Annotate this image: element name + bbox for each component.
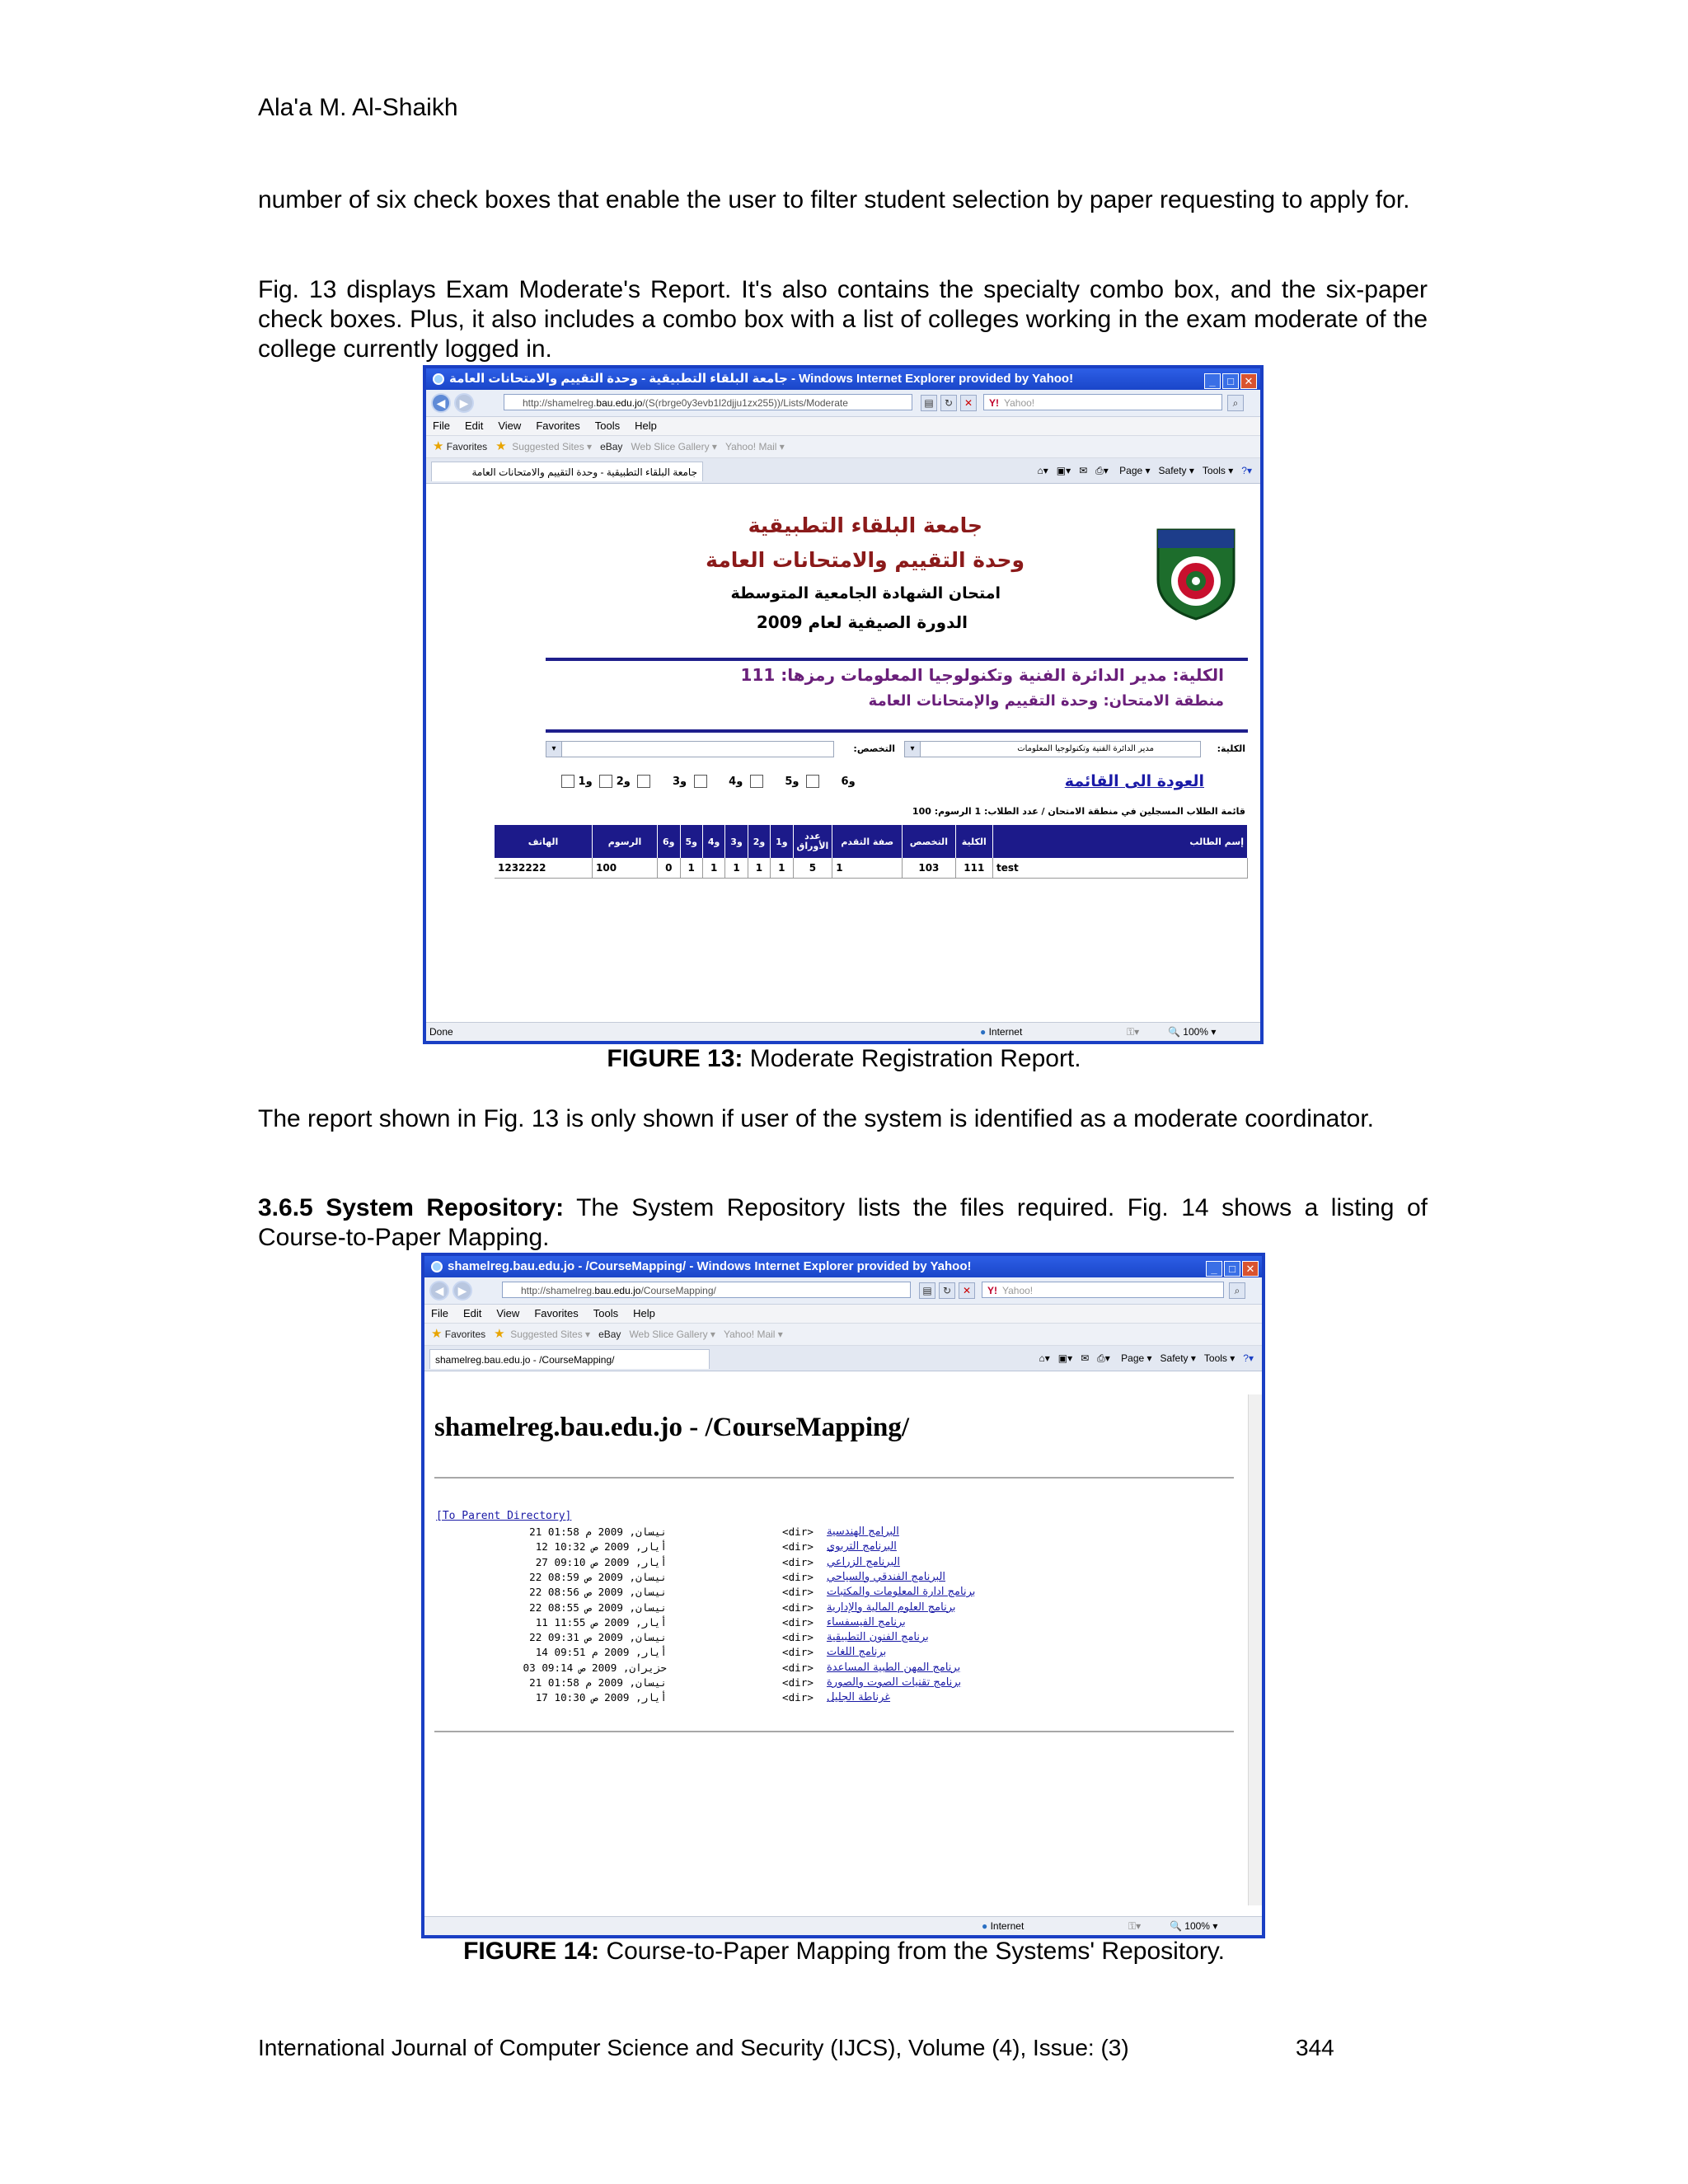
cell: 1 (725, 858, 748, 879)
paragraph-1: number of six check boxes that enable the user to filter student selection by paper requesting to apply for. (258, 186, 1410, 213)
menu-tools[interactable]: Tools (593, 1307, 619, 1319)
fav-web-slice[interactable]: Web Slice Gallery ▾ (631, 441, 717, 452)
title-bar (424, 1256, 1262, 1277)
add-favorite-icon[interactable]: ★ (495, 439, 507, 453)
refresh-icon[interactable]: ↻ (940, 395, 957, 411)
safety-menu[interactable]: Safety ▾ (1158, 465, 1194, 476)
col-header: و2 (748, 825, 770, 858)
cell: 0 (658, 858, 681, 879)
checkbox-paper-2[interactable]: و2 (617, 776, 651, 788)
paragraph-4: 3.6.5 System Repository: The System Repository lists the files required. Fig. 14 shows a listing of Course-to-Paper Mapping. (258, 1194, 1428, 1251)
exam-session: الدورة الصيفية لعام 2009 (756, 612, 968, 632)
col-header: و1 (771, 825, 793, 858)
tab-bar (424, 1346, 1262, 1371)
menu-favorites[interactable]: Favorites (534, 1307, 579, 1319)
fav-ebay[interactable]: eBay (600, 441, 623, 452)
page-menu[interactable]: Page ▾ (1121, 1352, 1152, 1364)
col-header: و6 (658, 825, 681, 858)
fav-yahoo-mail[interactable]: Yahoo! Mail ▾ (723, 1329, 783, 1340)
favorites-bar (426, 436, 1260, 458)
paper-checkboxes (558, 775, 874, 788)
search-input[interactable]: Y! Yahoo! (983, 394, 1222, 410)
cell: 1232222 (495, 858, 593, 879)
feeds-icon[interactable]: ▣▾ (1057, 1352, 1073, 1364)
menu-file[interactable]: File (431, 1307, 448, 1319)
globe-icon: ● (980, 1026, 987, 1038)
safety-menu[interactable]: Safety ▾ (1160, 1352, 1196, 1364)
dir-tag: <dir> (782, 1526, 814, 1538)
list-item (436, 1555, 1178, 1570)
dir-tag: <dir> (782, 1691, 814, 1704)
search-icon[interactable]: ⌕ (1227, 395, 1244, 411)
maximize-icon[interactable]: □ (1224, 1261, 1240, 1277)
unit-name: وحدة التقييم والامتحانات العامة (706, 548, 1025, 572)
minimize-icon[interactable]: _ (1204, 373, 1221, 389)
col-header: الهاتف (495, 825, 593, 858)
tools-menu[interactable]: Tools ▾ (1202, 465, 1234, 476)
globe-icon: ● (982, 1920, 988, 1932)
feeds-icon[interactable]: ▣▾ (1056, 465, 1071, 476)
help-icon[interactable]: ?▾ (1243, 1352, 1254, 1364)
entry-date: أيار, 2009 ص 10:30 17 (535, 1691, 667, 1704)
stop-icon[interactable]: ✕ (959, 1282, 975, 1299)
vertical-scrollbar[interactable] (1248, 1394, 1262, 1905)
add-favorite-icon[interactable]: ★ (494, 1327, 505, 1341)
protected-mode-icon[interactable]: ⚿▾ (1127, 1026, 1140, 1038)
checkbox-paper-4[interactable]: و4 (729, 776, 763, 788)
directory-link[interactable]: البرنامج الفندقي والسياحي (827, 1570, 946, 1583)
menu-view[interactable]: View (498, 419, 522, 432)
divider-top (434, 1477, 1234, 1479)
url-field[interactable]: http://shamelreg.bau.edu.jo/(S(rbrge0y3evb1l2djju1zx255))/Lists/Moderate (504, 394, 912, 410)
entry-date: أيار, 2009 ص 11:55 11 (535, 1615, 667, 1629)
dir-tag: <dir> (782, 1631, 814, 1644)
exam-region-line: منطقة الامتحان: وحدة التقييم والإمتحانات العامة (868, 692, 1224, 710)
directory-link[interactable]: البرنامج التربوي (827, 1540, 897, 1554)
favorites-star-icon: ★ (431, 1327, 443, 1341)
window-title: جامعة البلقاء التطبيقية - وحدة التقييم والامتحانات العامة - Windows Internet Explorer provided by Yahoo! (449, 372, 1074, 386)
page-content (426, 507, 1260, 1010)
directory-link[interactable]: برنامج ادارة المعلومات والمكتبات (827, 1586, 976, 1599)
browser-window-fig13 (423, 365, 1264, 1044)
dir-tag: <dir> (782, 1661, 814, 1674)
url-field[interactable]: http://shamelreg.bau.edu.jo/CourseMapping/ (502, 1282, 911, 1298)
directory-link[interactable]: برنامج الفيسفساء (827, 1615, 906, 1629)
menu-bar (426, 417, 1260, 436)
stop-icon[interactable]: ✕ (960, 395, 977, 411)
cell: 111 (955, 858, 992, 879)
tab-current[interactable]: shamelreg.bau.edu.jo - /CourseMapping/ (429, 1349, 710, 1369)
back-icon[interactable]: ◀ (429, 1281, 449, 1301)
chevron-down-icon: ▾ (905, 742, 921, 757)
specialty-label: التخصص: (853, 743, 895, 754)
university-logo (1153, 525, 1239, 621)
back-to-list-link[interactable]: العودة الى القائمة (1064, 772, 1204, 790)
internet-zone: ● Internet (982, 1920, 1025, 1932)
compatibility-icon[interactable]: ▤ (919, 1282, 935, 1299)
zoom-level[interactable]: 🔍 100% ▾ (1168, 1026, 1217, 1038)
page-content (424, 1394, 1245, 1905)
entry-date: نيسان, 2009 ص 08:59 22 (529, 1570, 667, 1583)
directory-link[interactable]: البرامج الهندسية (827, 1526, 899, 1538)
entry-date: أيار, 2009 ص 10:32 12 (535, 1540, 667, 1554)
directory-link[interactable]: برنامج الفنون التطبيقية (827, 1631, 929, 1644)
menu-edit[interactable]: Edit (462, 1307, 482, 1319)
dir-tag: <dir> (782, 1555, 814, 1568)
journal-footer: International Journal of Computer Science and Security (IJCS), Volume (4), Issue: (3) (258, 2035, 1129, 2060)
address-bar (424, 1277, 1262, 1305)
checkbox-paper-1[interactable]: و1 (579, 776, 613, 788)
fav-web-slice[interactable]: Web Slice Gallery ▾ (629, 1329, 715, 1340)
chevron-down-icon: ▾ (546, 742, 562, 757)
entry-date: نيسان, 2009 ص 08:56 22 (529, 1586, 667, 1599)
cell: 5 (793, 858, 832, 879)
browser-window-fig14 (421, 1253, 1265, 1938)
dir-tag: <dir> (782, 1615, 814, 1629)
directory-link[interactable]: غرناطة الجليل (827, 1691, 891, 1704)
entry-date: أيار, 2009 م 09:51 14 (535, 1646, 667, 1659)
col-header: إسم الطالب (993, 825, 1248, 858)
directory-link[interactable]: برنامج اللغات (827, 1646, 887, 1659)
col-header: صفة التقدم (832, 825, 903, 858)
entry-date: نيسان, 2009 ص 09:31 22 (529, 1631, 667, 1644)
entry-date: أيار, 2009 ص 09:10 27 (535, 1555, 667, 1568)
title-bar (426, 368, 1260, 390)
menu-file[interactable]: File (433, 419, 450, 432)
divider-bottom (434, 1731, 1234, 1732)
maximize-icon[interactable]: □ (1222, 373, 1239, 389)
parent-directory-link[interactable]: [To Parent Directory] (436, 1510, 572, 1522)
menu-help[interactable]: Help (633, 1307, 655, 1319)
list-item (436, 1690, 1178, 1705)
entry-date: نيسان, 2009 م 01:58 21 (529, 1676, 667, 1689)
mail-icon[interactable]: ✉ (1081, 1352, 1090, 1364)
search-icon[interactable]: ⌕ (1229, 1282, 1245, 1299)
cell: 1 (832, 858, 903, 879)
exam-name: امتحان الشهادة الجامعية المتوسطة (730, 584, 1001, 602)
directory-link[interactable]: برنامج المهن الطبية المساعدة (827, 1661, 961, 1674)
cell: 1 (702, 858, 724, 879)
home-icon[interactable]: ⌂▾ (1037, 465, 1048, 476)
list-item (436, 1570, 1178, 1585)
college-label: الكلية: (1217, 743, 1245, 754)
close-icon[interactable]: ✕ (1242, 1261, 1259, 1277)
page-number: 344 (1296, 2035, 1334, 2060)
col-header: الرسوم (593, 825, 658, 858)
paragraph-2: Fig. 13 displays Exam Moderate's Report. It's also contains the specialty combo box, and the six-paper check boxes. Plus, it also includes a combo box with a list of colleges working in the exam moderate of the college currently logged in. (258, 276, 1428, 363)
cell: test (993, 858, 1248, 879)
print-icon[interactable]: ⎙▾ (1095, 465, 1109, 476)
back-icon[interactable]: ◀ (431, 393, 451, 413)
directory-link[interactable]: البرنامج الزراعي (827, 1555, 900, 1568)
print-icon[interactable]: ⎙▾ (1097, 1352, 1110, 1364)
specialty-select[interactable] (546, 741, 834, 757)
paragraph-3: The report shown in Fig. 13 is only shown if user of the system is identified as a moderate coordinator. (258, 1105, 1375, 1132)
dir-tag: <dir> (782, 1601, 814, 1614)
close-icon[interactable]: ✕ (1240, 373, 1257, 389)
page-title: shamelreg.bau.edu.jo - /CourseMapping/ (434, 1413, 910, 1442)
col-header: عدد الأوراق (793, 825, 832, 858)
col-header: و3 (725, 825, 748, 858)
cell: 100 (593, 858, 658, 879)
fav-suggested-sites[interactable]: Suggested Sites ▾ (512, 441, 593, 452)
col-header: و4 (702, 825, 724, 858)
divider-top (546, 658, 1248, 661)
list-item (436, 1661, 1178, 1675)
menu-view[interactable]: View (496, 1307, 520, 1319)
running-header: Ala'a M. Al-Shaikh (258, 94, 458, 121)
command-bar (1030, 1346, 1254, 1371)
page-menu[interactable]: Page ▾ (1119, 465, 1151, 476)
help-icon[interactable]: ?▾ (1241, 465, 1252, 476)
tools-menu[interactable]: Tools ▾ (1203, 1352, 1236, 1364)
menu-help[interactable]: Help (635, 419, 657, 432)
entry-date: نيسان, 2009 ص 08:55 22 (529, 1601, 667, 1614)
search-input[interactable]: Y! Yahoo! (982, 1282, 1224, 1298)
cell: 1 (748, 858, 770, 879)
entry-date: نيسان, 2009 م 01:58 21 (529, 1526, 667, 1538)
directory-link[interactable]: برنامج العلوم المالية والإدارية (827, 1601, 956, 1614)
cell: 1 (771, 858, 793, 879)
directory-link[interactable]: برنامج تقنيات الصوت والصورة (827, 1676, 962, 1689)
table-header-row (495, 825, 1248, 858)
protected-mode-icon[interactable]: ⚿▾ (1128, 1920, 1142, 1932)
list-item (436, 1615, 1178, 1630)
dir-tag: <dir> (782, 1586, 814, 1599)
status-bar (426, 1022, 1260, 1041)
col-header: الكلية (955, 825, 992, 858)
dir-tag: <dir> (782, 1570, 814, 1583)
list-item (436, 1630, 1178, 1645)
favorites-button[interactable]: Favorites (444, 1329, 486, 1340)
minimize-icon[interactable]: _ (1206, 1261, 1222, 1277)
col-header: التخصص (903, 825, 955, 858)
favorites-bar (424, 1324, 1262, 1346)
zoom-level[interactable]: 🔍 100% ▾ (1170, 1920, 1218, 1932)
menu-tools[interactable]: Tools (594, 419, 621, 432)
divider-bottom (546, 729, 1248, 733)
entry-date: حزيران, 2009 ص 09:14 03 (523, 1661, 667, 1674)
forward-icon[interactable]: ▶ (454, 393, 474, 413)
dir-tag: <dir> (782, 1676, 814, 1689)
dir-tag: <dir> (782, 1540, 814, 1554)
checkbox-paper-3[interactable]: و3 (673, 776, 707, 788)
status-bar (424, 1916, 1262, 1935)
status-text: Done (429, 1026, 453, 1038)
tab-current[interactable]: جامعة البلقاء التطبيقية - وحدة التقييم والامتحانات العامة (431, 462, 703, 481)
university-name: جامعة البلقاء التطبيقية (748, 513, 982, 537)
fav-ebay[interactable]: eBay (598, 1329, 621, 1340)
fav-yahoo-mail[interactable]: Yahoo! Mail ▾ (724, 441, 785, 452)
list-item (436, 1585, 1178, 1600)
mail-icon[interactable]: ✉ (1079, 465, 1088, 476)
home-icon[interactable]: ⌂▾ (1039, 1352, 1050, 1364)
ie-logo-icon (431, 1261, 443, 1272)
forward-icon[interactable]: ▶ (452, 1281, 472, 1301)
checkbox-paper-5[interactable]: و5 (785, 776, 819, 788)
list-item (436, 1525, 1178, 1540)
cell: 103 (903, 858, 955, 879)
checkbox-paper-6[interactable]: و6 (558, 776, 856, 788)
command-bar (1029, 458, 1252, 483)
students-table (495, 825, 1248, 879)
table-row[interactable] (495, 858, 1248, 879)
address-bar (426, 390, 1260, 417)
dir-tag: <dir> (782, 1646, 814, 1659)
college-line: الكلية: مدير الدائرة الفنية وتكنولوجيا المعلومات رمزها: 111 (740, 665, 1224, 685)
ie-logo-icon (433, 373, 444, 385)
figure-13-caption: FIGURE 13: Moderate Registration Report. (607, 1045, 1081, 1072)
internet-zone: ● Internet (980, 1026, 1023, 1038)
college-select[interactable]: ▾ مدير الدائرة الفنية وتكنولوجيا المعلومات (904, 741, 1201, 757)
favorites-star-icon: ★ (433, 439, 444, 453)
col-header: و5 (680, 825, 702, 858)
figure-14-caption: FIGURE 14: Course-to-Paper Mapping from the Systems' Repository. (463, 1938, 1225, 1965)
favorites-button[interactable]: Favorites (446, 441, 488, 452)
menu-edit[interactable]: Edit (464, 419, 484, 432)
list-item (436, 1601, 1178, 1615)
window-title: shamelreg.bau.edu.jo - /CourseMapping/ - Windows Internet Explorer provided by Yahoo! (448, 1259, 972, 1273)
compatibility-icon[interactable]: ▤ (921, 395, 937, 411)
menu-bar (424, 1305, 1262, 1324)
list-caption: قائمة الطلاب المسجلين في منطقة الامتحان / عدد الطلاب: 1 الرسوم: 100 (912, 806, 1245, 817)
fav-suggested-sites[interactable]: Suggested Sites ▾ (510, 1329, 591, 1340)
list-item (436, 1540, 1178, 1554)
list-item (436, 1645, 1178, 1660)
tab-bar (426, 458, 1260, 484)
cell: 1 (680, 858, 702, 879)
list-item (436, 1675, 1178, 1690)
menu-favorites[interactable]: Favorites (536, 419, 580, 432)
refresh-icon[interactable]: ↻ (939, 1282, 955, 1299)
